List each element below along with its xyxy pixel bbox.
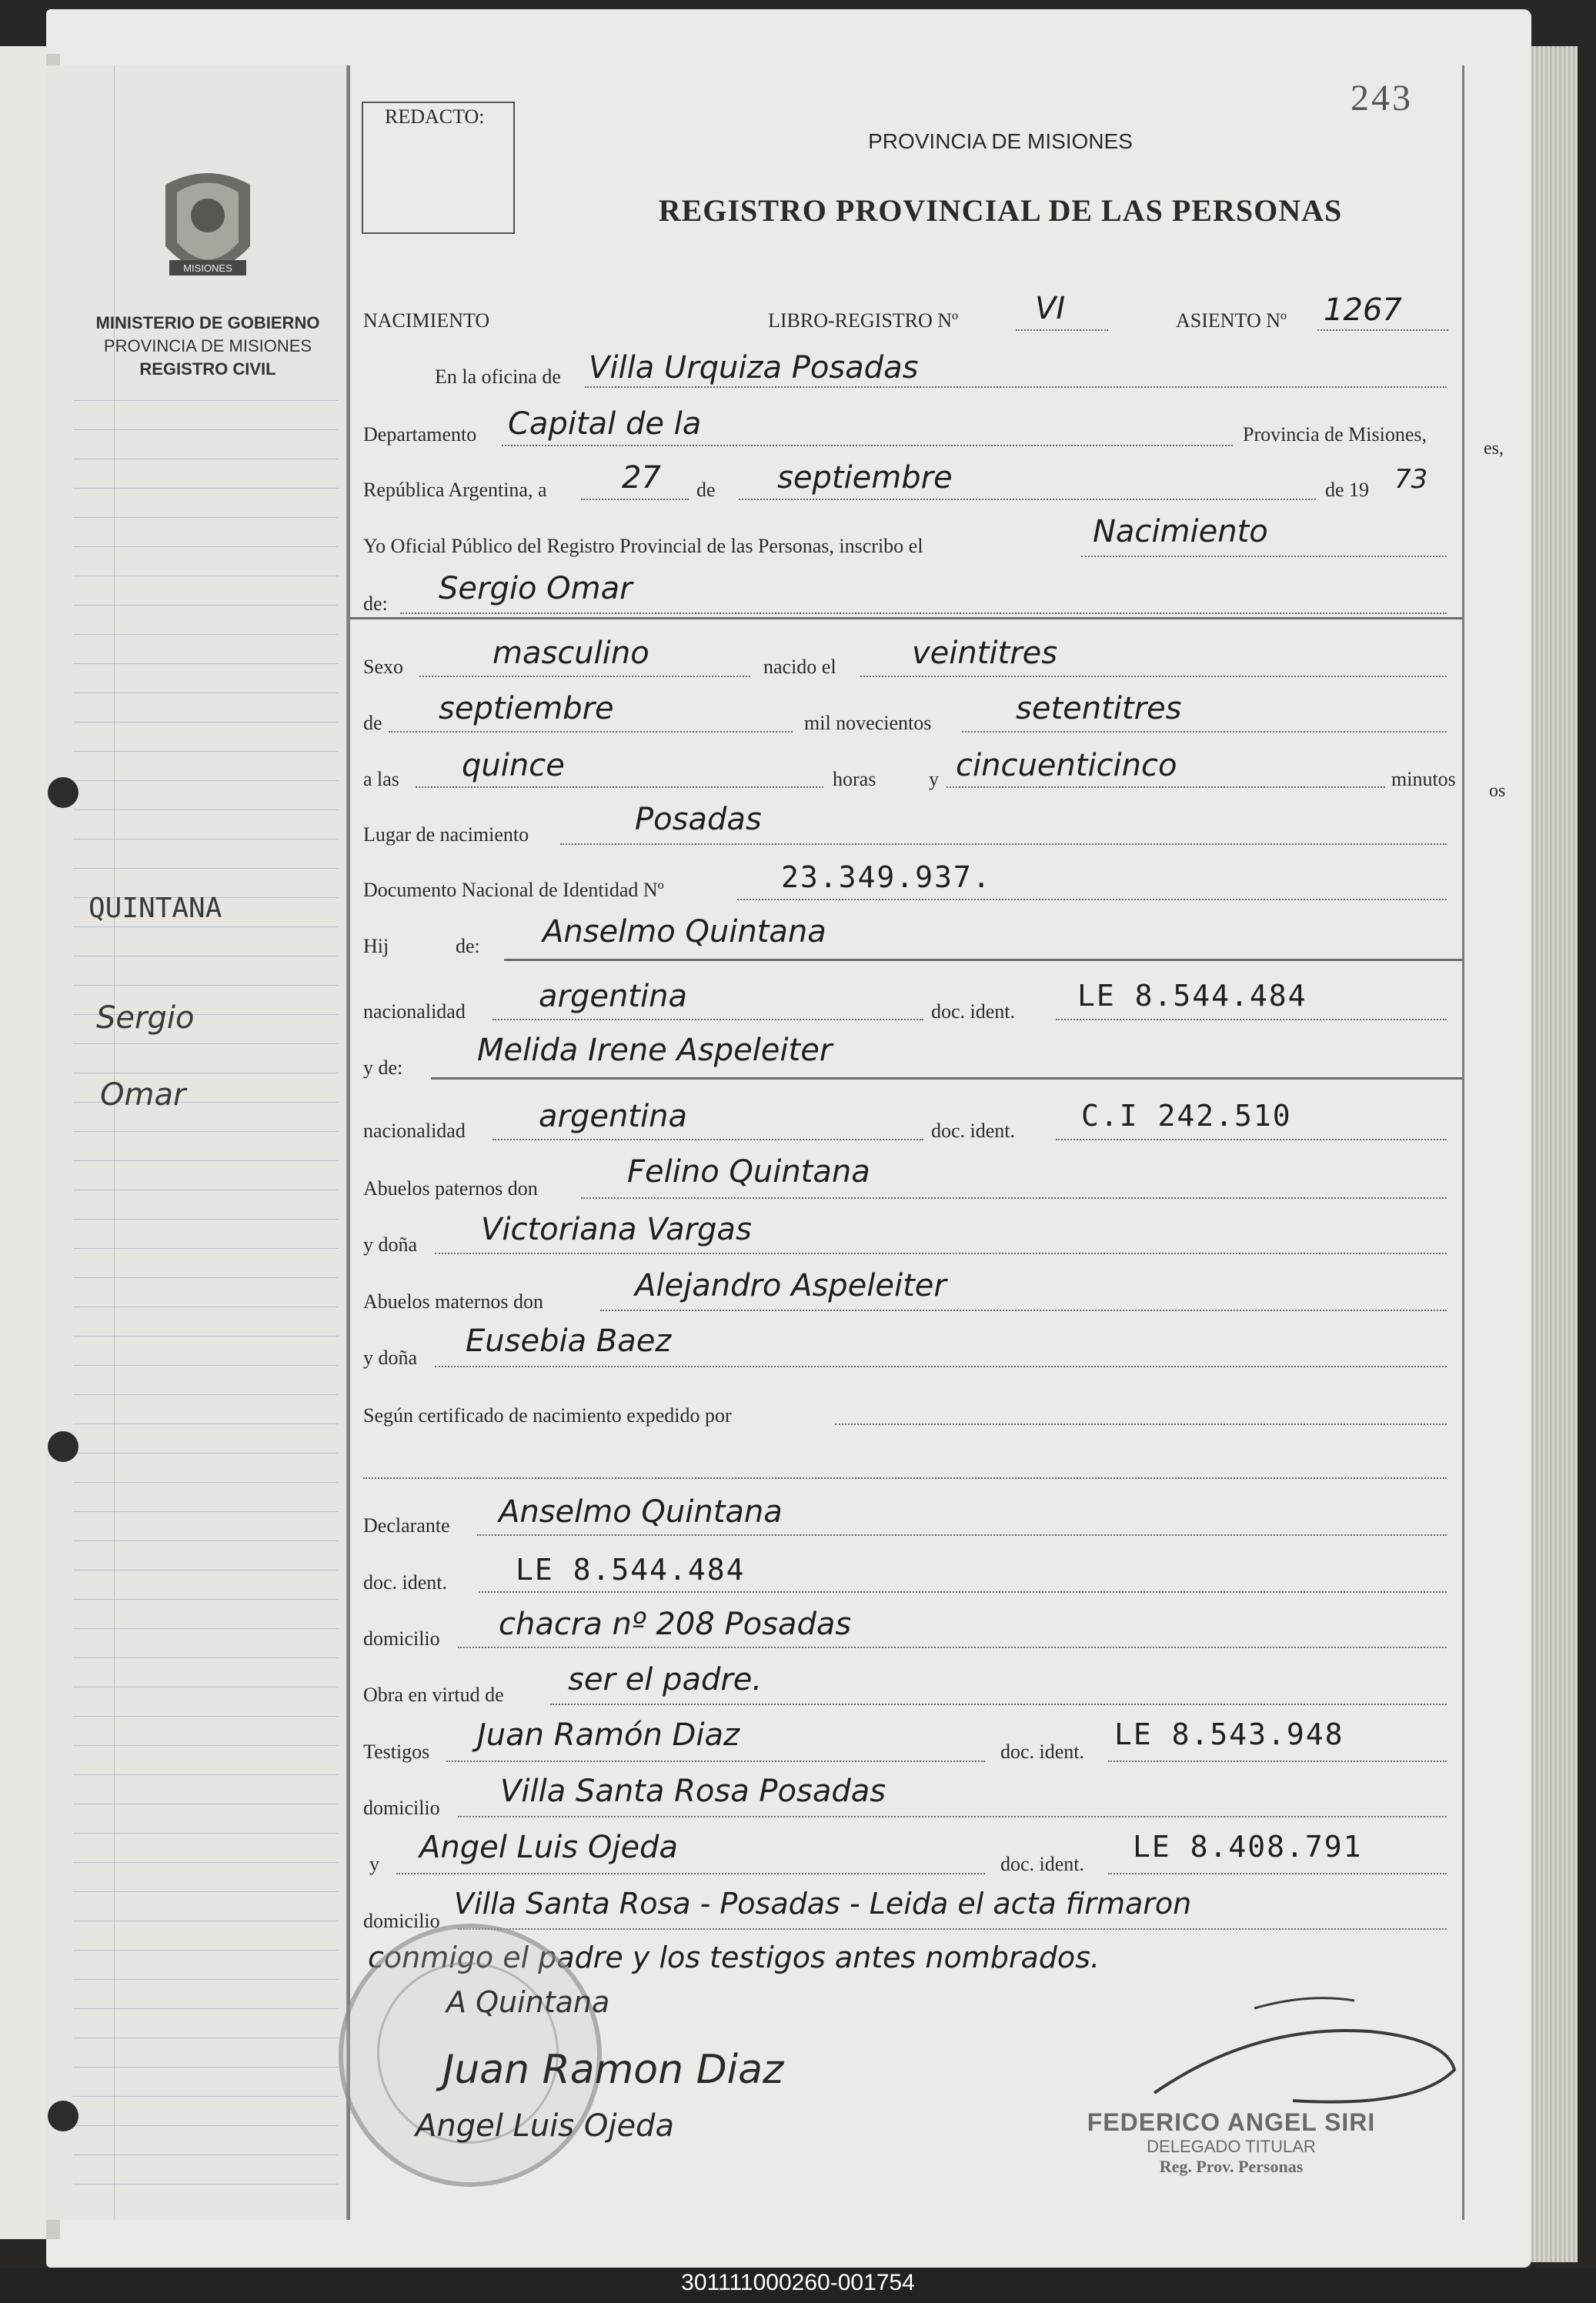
- sexo-label: Sexo: [363, 656, 403, 678]
- abuelos-maternos-label: Abuelos maternos don: [363, 1290, 543, 1313]
- stub-ruled-line: [73, 751, 339, 752]
- day-value: 27: [622, 460, 661, 496]
- stub-ruled-line: [73, 546, 339, 547]
- dotted-line: [400, 612, 1447, 614]
- segun-certificado-label: Según certificado de nacimiento expedido por: [363, 1404, 732, 1427]
- dotted-line: [962, 731, 1447, 733]
- father-nationality-value: argentina: [539, 979, 687, 1014]
- hij-de-label: de:: [456, 935, 480, 957]
- form-left-rule: [348, 65, 350, 2220]
- de-label: de: [696, 479, 716, 501]
- mother-doc-value: C.I 242.510: [1081, 1099, 1292, 1133]
- page-stack-edge: [1531, 46, 1578, 2262]
- de-label: de: [363, 712, 382, 734]
- ydona-label: y doña: [363, 1347, 418, 1369]
- father-docident-label: doc. ident.: [931, 1000, 1016, 1023]
- testigos-label: Testigos: [363, 1741, 430, 1763]
- lugar-label: Lugar de nacimiento: [363, 823, 529, 846]
- sexo-value: masculino: [492, 636, 649, 671]
- ydona-label: y doña: [363, 1233, 418, 1256]
- libro-value: VI: [1035, 291, 1066, 326]
- stub-margin-rule: [114, 65, 115, 2220]
- month-value: septiembre: [777, 460, 953, 496]
- stub-ruled-line: [73, 1862, 339, 1863]
- ministry-name: MINISTERIO DE GOBIERNO: [95, 313, 320, 332]
- dotted-line: [363, 1477, 1447, 1479]
- witness1-domicilio-value: Villa Santa Rosa Posadas: [500, 1774, 886, 1809]
- left-facing-page: [0, 46, 46, 2239]
- father-name-value: Anselmo Quintana: [543, 914, 826, 950]
- stub-ruled-line: [73, 1891, 339, 1892]
- minutos-label: minutos: [1391, 768, 1456, 790]
- hij-label: Hij: [363, 935, 389, 957]
- nacido-value: veintitres: [912, 636, 1058, 671]
- stub-ruled-line: [73, 1043, 339, 1044]
- nacido-label: nacido el: [763, 656, 836, 678]
- signature-witness1: Juan Ramon Diaz: [442, 2047, 784, 2093]
- stub-ruled-line: [73, 634, 339, 635]
- stub-surname: QUINTANA: [88, 893, 222, 924]
- dotted-line: [947, 786, 1385, 788]
- year-value: 73: [1394, 464, 1428, 495]
- dni-label: Documento Nacional de Identidad Nº: [363, 879, 664, 901]
- stamp-name: FEDERICO ANGEL SIRI: [1087, 2108, 1376, 2136]
- section-rule: [431, 1077, 1462, 1080]
- declarante-domicilio-label: domicilio: [363, 1627, 440, 1650]
- stub-ruled-line: [73, 1131, 339, 1132]
- stub-ruled-line: [73, 1248, 339, 1249]
- maternal-grandmother-value: Eusebia Baez: [466, 1323, 672, 1359]
- mil-novecientos-label: mil novecientos: [804, 712, 932, 734]
- stub-given-name-1: Sergio: [96, 1000, 195, 1036]
- dotted-line: [419, 676, 750, 677]
- obra-label: Obra en virtud de: [363, 1684, 504, 1706]
- coat-caption: MISIONES: [183, 262, 232, 274]
- dotted-line: [435, 1253, 1447, 1254]
- declarante-doc-label: doc. ident.: [363, 1571, 448, 1594]
- stamp-org: Reg. Prov. Personas: [1159, 2157, 1304, 2176]
- stub-ruled-line: [73, 1219, 339, 1220]
- declarante-domicilio-value: chacra nº 208 Posadas: [499, 1607, 852, 1642]
- dotted-line: [1081, 556, 1447, 557]
- dotted-line: [860, 676, 1447, 677]
- act-inscribed-value: Nacimiento: [1093, 514, 1268, 549]
- dotted-line: [458, 1647, 1447, 1648]
- mother-nacionalidad-label: nacionalidad: [363, 1120, 466, 1142]
- lugar-value: Posadas: [635, 802, 762, 837]
- stub-ruled-line: [73, 663, 339, 664]
- dotted-line: [1317, 329, 1448, 331]
- oficina-label: En la oficina de: [435, 365, 561, 388]
- dotted-line: [477, 1534, 1447, 1536]
- dotted-line: [1016, 329, 1108, 331]
- paternal-grandfather-value: Felino Quintana: [627, 1154, 870, 1190]
- registry-title: REGISTRO PROVINCIAL DE LAS PERSONAS: [658, 193, 1343, 228]
- stub-ruled-line: [73, 400, 339, 401]
- stub-ruled-line: [73, 2125, 339, 2126]
- image-identifier: 301111000260-001754: [681, 2270, 915, 2295]
- stub-ruled-line: [73, 1394, 339, 1395]
- right-margin-fragment: es,: [1484, 439, 1504, 459]
- stub-ruled-line: [73, 605, 339, 606]
- stub-ruled-line: [73, 1628, 339, 1629]
- dotted-line: [737, 899, 1447, 900]
- stub-ruled-line: [73, 1277, 339, 1278]
- republica-label: República Argentina, a: [363, 479, 547, 501]
- hour-value: quince: [462, 748, 565, 783]
- official-stamp: [1054, 2108, 1408, 2177]
- oficina-value: Villa Urquiza Posadas: [589, 350, 919, 386]
- provincia-suffix: Provincia de Misiones,: [1243, 423, 1427, 446]
- coat-of-arms-icon: [150, 162, 265, 292]
- dotted-line: [396, 1873, 985, 1874]
- section-rule: [350, 617, 1462, 619]
- stub-ruled-line: [73, 1482, 339, 1483]
- signature-father: A Quintana: [446, 1985, 610, 2019]
- signature-witness2: Angel Luis Ojeda: [416, 2108, 674, 2144]
- mother-nationality-value: argentina: [539, 1099, 687, 1134]
- paternal-grandmother-value: Victoriana Vargas: [481, 1212, 752, 1247]
- declarante-doc-value: LE 8.544.484: [516, 1553, 746, 1587]
- dotted-line: [435, 1366, 1447, 1367]
- stub-ruled-line: [73, 868, 339, 869]
- minutes-value: cincuenticinco: [956, 748, 1177, 783]
- father-nacionalidad-label: nacionalidad: [363, 1000, 466, 1023]
- dotted-line: [1108, 1873, 1447, 1874]
- stub-ruled-line: [73, 722, 339, 723]
- witness2-domicilio-label: domicilio: [363, 1910, 440, 1932]
- stub-ruled-line: [73, 1599, 339, 1600]
- ministry-civil: REGISTRO CIVIL: [139, 359, 276, 379]
- mother-yde-label: y de:: [363, 1056, 403, 1079]
- libro-label: LIBRO-REGISTRO Nº: [768, 309, 959, 332]
- stub-ruled-line: [73, 2096, 339, 2097]
- dotted-line: [492, 1139, 923, 1140]
- stub-ruled-line: [73, 1716, 339, 1717]
- dotted-line: [479, 1591, 1447, 1593]
- witness1-name-value: Juan Ramón Diaz: [477, 1717, 740, 1753]
- witness2-docident-label: doc. ident.: [1000, 1853, 1085, 1875]
- stub-ruled-line: [73, 517, 339, 518]
- y-label: y: [929, 768, 939, 790]
- binding-hole: [48, 777, 78, 808]
- dotted-line: [739, 499, 1316, 500]
- mother-docident-label: doc. ident.: [931, 1120, 1016, 1142]
- asiento-value: 1267: [1324, 292, 1402, 328]
- witness2-name-value: Angel Luis Ojeda: [419, 1830, 678, 1865]
- dotted-line: [581, 499, 689, 500]
- oficial-label: Yo Oficial Público del Registro Provincial de las Personas, inscribo el: [363, 535, 923, 557]
- ministry-province: PROVINCIA DE MISIONES: [103, 336, 312, 355]
- right-margin-fragment: os: [1489, 781, 1506, 801]
- departamento-value: Capital de la: [508, 406, 702, 442]
- departamento-label: Departamento: [363, 423, 477, 446]
- folio-number: 243: [1351, 78, 1413, 118]
- act-type-label: NACIMIENTO: [363, 309, 490, 332]
- dni-value: 23.349.937.: [781, 860, 992, 894]
- dotted-line: [585, 386, 1447, 388]
- dotted-line: [1056, 1139, 1447, 1140]
- asiento-label: ASIENTO Nº: [1176, 309, 1287, 332]
- binding-hole: [48, 1431, 78, 1462]
- de-year-label: de 19: [1325, 479, 1370, 501]
- declarante-label: Declarante: [363, 1514, 450, 1537]
- mother-name-value: Melida Irene Aspeleiter: [477, 1033, 833, 1068]
- stub-ruled-line: [73, 2154, 339, 2155]
- stub-ruled-line: [73, 1160, 339, 1161]
- witness2-doc-value: LE 8.408.791: [1133, 1830, 1363, 1864]
- ministry-header: [69, 312, 346, 381]
- stub-ruled-line: [73, 1540, 339, 1541]
- stub-ruled-line: [73, 926, 339, 927]
- dotted-line: [389, 731, 793, 733]
- dotted-line: [458, 1816, 1447, 1817]
- witness1-domicilio-label: domicilio: [363, 1797, 440, 1819]
- horas-label: horas: [833, 768, 876, 790]
- province-header: PROVINCIA DE MISIONES: [868, 129, 1133, 153]
- abuelos-paternos-label: Abuelos paternos don: [363, 1177, 538, 1200]
- stub-ruled-line: [73, 809, 339, 810]
- stub-ruled-line: [73, 2067, 339, 2068]
- stub-ruled-line: [73, 780, 339, 781]
- stub-ruled-line: [73, 1365, 339, 1366]
- y-witness2-label: y: [369, 1853, 379, 1875]
- redacto-label: REDACTO:: [385, 105, 485, 128]
- stub-ruled-line: [73, 1453, 339, 1454]
- stub-ruled-line: [73, 1950, 339, 1951]
- dotted-line: [1056, 1019, 1447, 1020]
- stub-ruled-line: [73, 1511, 339, 1512]
- stub-ruled-line: [73, 1745, 339, 1746]
- stamp-title: DELEGADO TITULAR: [1147, 2137, 1316, 2156]
- birth-year-value: setentitres: [1016, 691, 1182, 726]
- witness1-doc-value: LE 8.543.948: [1114, 1717, 1344, 1751]
- stub-ruled-line: [73, 1979, 339, 1980]
- closing-line: conmigo el padre y los testigos antes nombrados.: [368, 1941, 1100, 1974]
- stub-ruled-line: [73, 1336, 339, 1337]
- binding-hole: [48, 2101, 78, 2131]
- child-name-value: Sergio Omar: [439, 571, 633, 606]
- stub-ruled-line: [73, 1833, 339, 1834]
- stub-ruled-line: [73, 429, 339, 430]
- counterfoil-stub: [46, 65, 349, 2220]
- declarante-value: Anselmo Quintana: [499, 1494, 783, 1530]
- dotted-line: [550, 1704, 1447, 1705]
- stub-ruled-line: [73, 2184, 339, 2185]
- maternal-grandfather-value: Alejandro Aspeleiter: [635, 1268, 947, 1303]
- dotted-line: [502, 445, 1233, 446]
- form-right-rule: [1462, 65, 1464, 2220]
- alas-label: a las: [363, 768, 399, 790]
- dotted-line: [492, 1019, 923, 1020]
- stub-given-name-2: Omar: [100, 1077, 186, 1113]
- stub-ruled-line: [73, 1774, 339, 1775]
- birth-month-value: septiembre: [439, 691, 614, 726]
- stub-ruled-line: [73, 2008, 339, 2009]
- stub-ruled-line: [73, 488, 339, 489]
- stub-ruled-line: [73, 1657, 339, 1658]
- stub-ruled-line: [73, 985, 339, 986]
- witness2-domicilio-value: Villa Santa Rosa - Posadas - Leida el acta firmaron: [454, 1887, 1192, 1921]
- father-doc-value: LE 8.544.484: [1077, 979, 1307, 1013]
- dotted-line: [446, 1761, 985, 1762]
- obra-value: ser el padre.: [568, 1662, 763, 1697]
- dotted-line: [416, 786, 823, 788]
- dotted-line: [560, 843, 1447, 845]
- dotted-line: [835, 1424, 1447, 1425]
- de-colon-label: de:: [363, 592, 388, 615]
- section-rule: [504, 959, 1462, 961]
- dotted-line: [458, 1928, 1447, 1930]
- witness1-docident-label: doc. ident.: [1000, 1741, 1085, 1763]
- dotted-line: [600, 1310, 1447, 1311]
- dotted-line: [581, 1197, 1447, 1199]
- dotted-line: [1108, 1761, 1447, 1762]
